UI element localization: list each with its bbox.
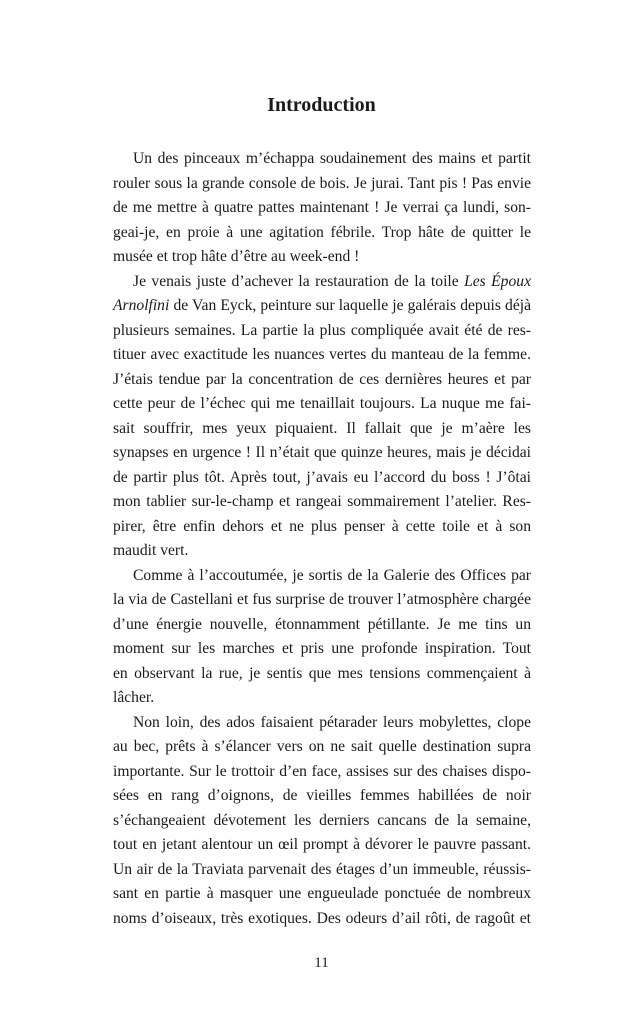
line-text: de partir plus tôt. Après tout, j’avais eu l’accord du boss ! J’ôtai [113,468,531,486]
line-text: noms d’oiseaux, très exotiques. Des odeurs d’ail rôti, de ragoût et [113,909,531,927]
line-text: moment sur les marches et pris une profonde inspiration. Tout [113,640,531,657]
line-text: sait souffrir, mes yeux piquaient. Il fallait que je m’aère les [113,419,531,437]
chapter-title: Introduction [267,94,376,116]
line-text: rouler sous la grande console de bois. Je jurai. Tant pis ! Pas envie [113,174,531,192]
text-line [113,196,531,221]
text-line [113,147,531,172]
text-line [113,637,531,662]
text-line [113,245,531,270]
text-line [113,319,531,344]
text-line [113,735,531,760]
line-text: sées en rang d’oignons, de vieilles femmes habillées de noir [113,787,531,804]
text-line [113,294,531,319]
line-text: maudit vert. [113,542,189,559]
text-line [113,858,531,883]
text-line [113,539,531,564]
line-text: de me mettre à quatre pattes maintenant ! Je verrai ça lundi, son- [113,199,531,216]
line-text: sant en partie à masquer une engueulade ponctuée de nombreux [113,885,531,902]
text-line [113,221,531,246]
text-line [113,833,531,858]
line-text: importante. Sur le trottoir d’en face, assises sur des chaises dispo- [113,762,531,780]
text-line [113,760,531,785]
text-line [113,343,531,368]
line-text: musée et trop hâte d’être au week-end ! [113,248,360,265]
text-line [113,711,531,736]
text-line [113,686,531,711]
page-number: 11 [314,955,329,971]
line-text: Non loin, des ados faisaient pétarader leurs mobylettes, clope [133,713,531,731]
line-text: J’étais tendue par la concentration de ces dernières heures et par [113,370,531,388]
line-text: en observant la rue, je sentis que mes tensions commençaient à [113,664,531,682]
line-text: Je venais juste d’achever la restauration de la toile [133,272,465,290]
line-text: pirer, être enfin dehors et ne plus penser à cette toile et à son [113,517,531,535]
line-text: geai-je, en proie à une agitation fébrile. Trop hâte de quitter le [113,223,531,241]
line-text: Comme à l’accoutumée, je sortis de la Galerie des Offices par [133,566,531,584]
text-line [113,809,531,834]
text-line [113,613,531,638]
text-line [113,490,531,515]
line-text: tituer avec exactitude les nuances vertes du manteau de la femme. [113,346,531,363]
line-text: mon tablier sur-le-champ et rangeai sommairement l’atelier. Res- [113,493,531,510]
line-text: s’échangeaient dévotement les derniers cancans de la semaine, [113,811,531,829]
line-text: synapses en urgence ! Il n’était que quinze heures, mais je décidai [113,444,531,461]
italic-title-text: Arnolfini [113,297,170,314]
text-line [113,588,531,613]
line-text: la via de Castellani et fus surprise de trouver l’atmosphère chargée [113,591,531,608]
text-line [113,441,531,466]
italic-title-text: Les Époux [464,272,531,290]
text-line [113,662,531,687]
line-text: Un des pinceaux m’échappa soudainement des mains et partit [133,150,531,167]
text-line [113,172,531,197]
line-text: lâcher. [113,689,155,706]
line-text: de Van Eyck, peinture sur laquelle je galérais depuis déjà [169,297,531,314]
text-line [113,270,531,295]
text-line [113,466,531,491]
text-line [113,417,531,442]
line-text: plusieurs semaines. La partie la plus compliquée avait été de res- [113,321,531,339]
text-line [113,515,531,540]
text-line [113,882,531,907]
line-text: tout en jetant alentour un œil prompt à dévorer le pauvre passant. [113,836,531,853]
line-text: Un air de la Traviata parvenait des étages d’un immeuble, réussis- [113,860,531,878]
line-text: d’une énergie nouvelle, étonnamment pétillante. Je me tins un [113,615,531,633]
text-line [113,564,531,589]
text-line [113,392,531,417]
line-text: cette peur de l’échec qui me tenaillait toujours. La nuque me fai- [113,395,531,412]
text-line [113,784,531,809]
text-line [113,907,531,932]
line-text: au bec, prêts à s’élancer vers on ne sait quelle destination supra [113,738,531,755]
body-text [113,147,531,931]
text-line [113,368,531,393]
